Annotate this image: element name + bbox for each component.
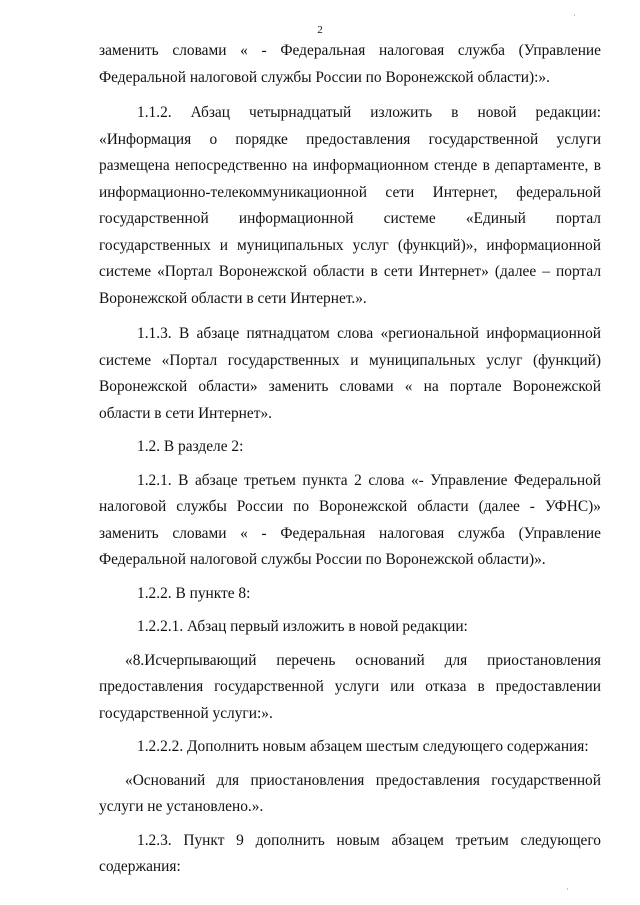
quoted-paragraph-8: «8.Исчерпывающий перечень оснований для приостановления предоставления государственной услуги или отказа в предоставлении государственной услуги:».	[99, 651, 601, 722]
page-number: 2	[317, 24, 323, 36]
paragraph-1-2-1: 1.2.1. В абзаце третьем пункта 2 слова «- Управление Федеральной налоговой службы России по Воронежской области (далее - УФНС)» заменить словами « - Федеральная налоговая служба (Управление Федеральной налоговой службы России по Воронежской области)».	[99, 471, 601, 568]
paragraph-1-1-2: 1.1.2. Абзац четырнадцатый изложить в новой редакции: «Информация о порядке предоставления государственной услуги размещена непосредственно на информационном стенде в департаменте, в информационно-телекоммуникационной сети Интернет, федеральной государственной информационной системе «Единый портал государственных и муниципальных услуг (функций)», информационной системе «Портал Воронежской области в сети Интернет» (далее – портал Воронежской области в сети Интернет.».	[99, 104, 601, 307]
paragraph-1-2-2-2: 1.2.2.2. Дополнить новым абзацем шестым следующего содержания:	[137, 738, 589, 755]
scan-speck-mark: ˙	[566, 887, 569, 897]
paragraph-continuation: заменить словами « - Федеральная налоговая служба (Управление Федеральной налоговой службы России по Воронежской области):».	[99, 42, 601, 86]
paragraph-1-1-3: 1.1.3. В абзаце пятнадцатом слова «региональной информационной системе «Портал государственных и муниципальных услуг (функций) Воронежской области» заменить словами « на портале Воронежской области в сети Интернет».	[99, 325, 601, 422]
paragraph-1-2: 1.2. В разделе 2:	[137, 438, 244, 455]
document-body	[99, 38, 601, 881]
paragraph-1-2-2: 1.2.2. В пункте 8:	[137, 584, 251, 602]
paragraph-1-2-2-1: 1.2.2.1. Абзац первый изложить в новой редакции:	[137, 618, 468, 635]
paragraph-1-2-3: 1.2.3. Пункт 9 дополнить новым абзацем третьим следующего содержания:	[99, 831, 601, 875]
scan-speck-mark: ˙	[573, 13, 576, 23]
quoted-paragraph-grounds: «Оснований для приостановления предоставления государственной услуги не установлено.».	[99, 771, 601, 815]
